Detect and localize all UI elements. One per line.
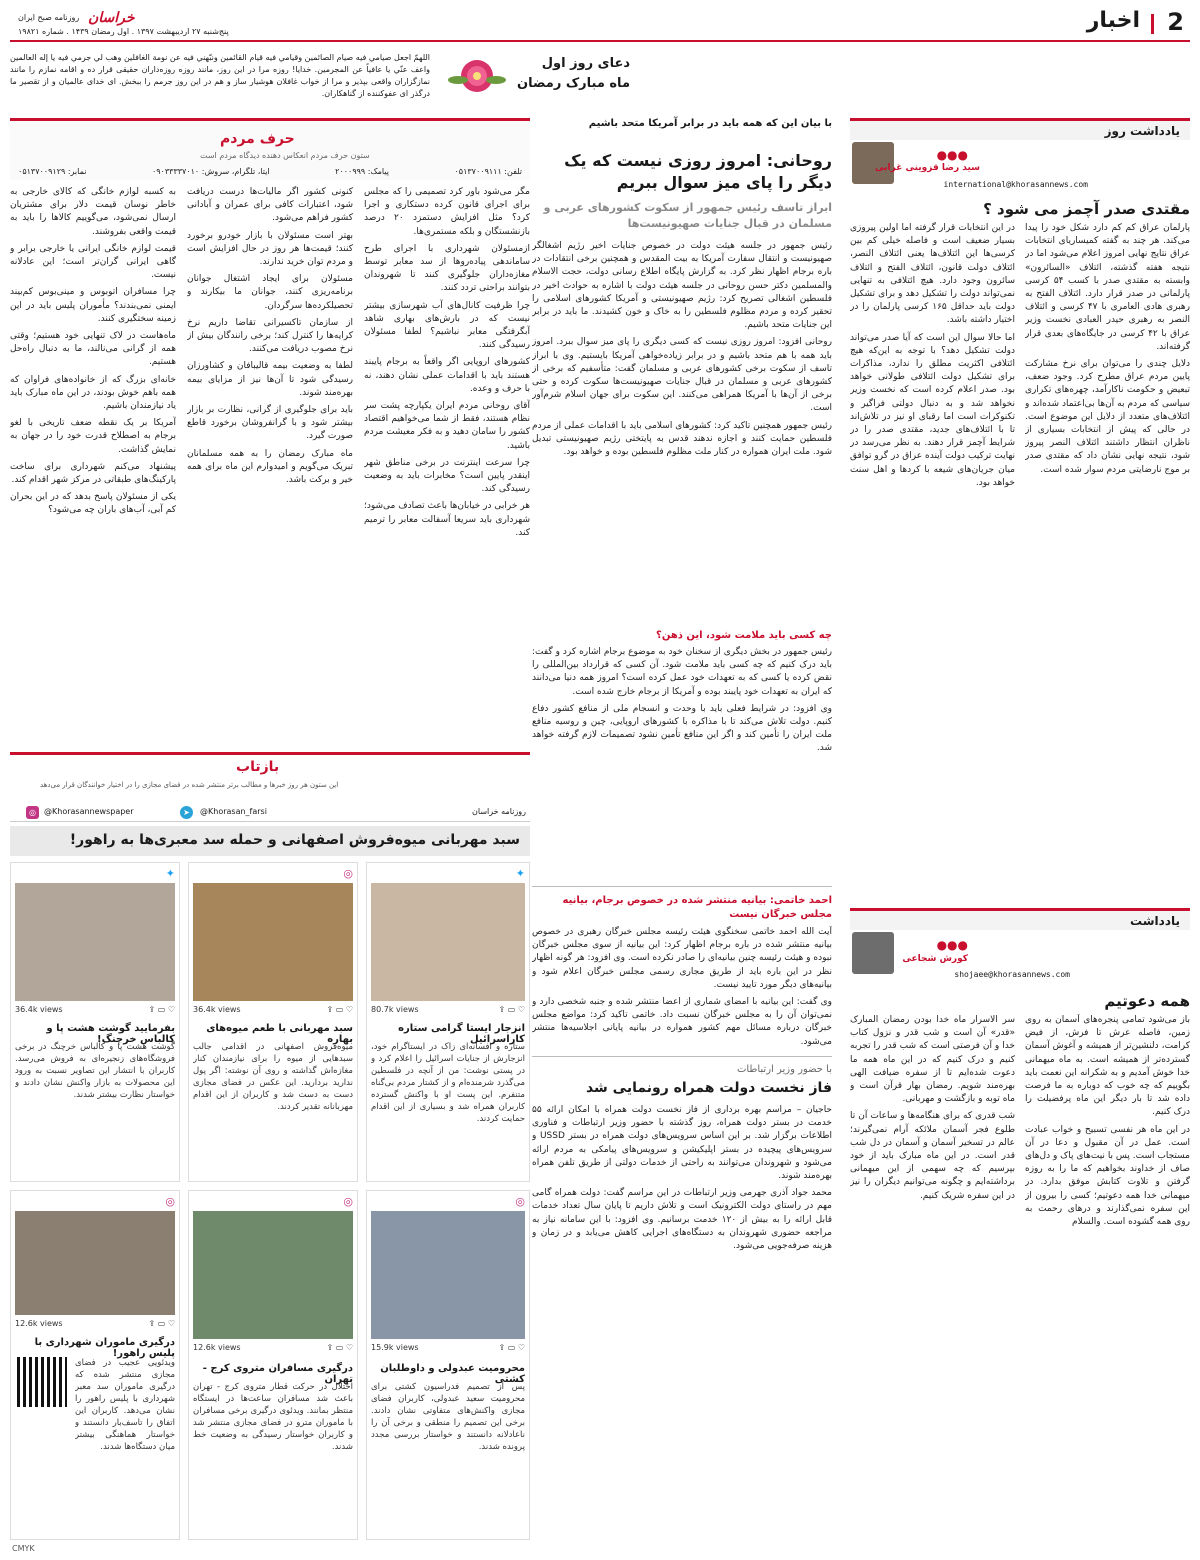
yaddasht-label: یادداشت [1130, 914, 1180, 928]
instagram-icon: ◎ [343, 1195, 353, 1208]
harf-header [10, 118, 530, 180]
body-paragraph: پارلمان عراق کم کم دارد شکل خود را پیدا می‌کند. هر چند به گفته کمیساریای انتخابات عراق نتایج نهایی امروز اعلام می‌شود اما در نتیجه هفته گذشته، ائتلاف «السائرون» وابسته به مقتدی صدر با کسب ۵۴ کرسی پارلمانی در صدر قرار دارد. ائتلاف الفتح به رهبری هادی العامری با ۴۷ کرسی و ائتلاف النصر به رهبری حیدر العبادی نخست وزیر عراق با ۴۲ کرسی در جایگاه‌های بعدی قرار گرفته‌اند. [1025, 223, 1190, 352]
reader-comment: بهتر است مسئولان با بازار خودرو برخورد کنند؛ قیمت‌ها هر روز در حال افزایش است و مردم توان خرید ندارند. [187, 230, 353, 268]
contact-apps: ایتا، تلگرام، سروش: ۰۹۰۳۳۳۳۷۰۱۰ [151, 167, 270, 176]
article-lead: ابراز تاسف رئیس جمهور از سکوت کشورهای عربی و مسلمان در قبال جنایات صهیونیست‌ها [543, 201, 832, 230]
tile-text: گوشت هشت پا و کالباس خرچنگ در برخی فروشگاه‌های زنجیره‌ای به فروش می‌رسد. کاربران با انتشار این تصاویر نسبت به ورود این محصولات به بازار واکنش نشان دادند و خواستار نظارت بیشتر شدند. [15, 1042, 175, 1100]
author-photo [852, 932, 894, 974]
share-icon[interactable]: ⇪ [498, 1005, 506, 1014]
column-right-right [850, 222, 1015, 852]
reader-comment: ماه‌هاست در لاک تنهایی خود هستیم؛ وقتی همه از گرانی می‌نالند، ما به دنبال راه‌حل هستیم. [10, 331, 176, 368]
article-headline: روحانی: امروز روزی نیست که یک دیگر را پای میز سوال ببریم [564, 151, 832, 192]
body-paragraph: باز می‌شود تمامی پنجره‌های آسمان به روی زمین، فاصله عرش تا فرش، از فیض کرامت، دلنشین‌تر از همیشه و آغوش آسمان گسترده‌تر از همیشه است. به ماه میهمانی خدا خوش آمدیم و به شکرانه این نعمت باید بگوییم که چه خوب که دوباره به ما فرصت داده شد تا بار دیگر این ماه پرفضیلت را درک کنیم. [1025, 1015, 1190, 1118]
flower-icon [442, 48, 512, 104]
body-paragraph: محمد جواد آذری جهرمی وزیر ارتباطات در این مراسم گفت: دولت همراه گامی مهم در راستای دولت الکترونیک است و تلاش داریم تا پایان سال تعداد خدمات قابل ارائه را به بیش از ۱۲۰ خدمت برسانیم. وی افزود: با این سامانه نیاز به مراجعه حضوری شهروندان به دستگاه‌های اجرایی کاهش می‌یابد و در زمان و هزینه صرفه‌جویی می‌شود. [532, 1188, 832, 1252]
harf-col-2 [187, 186, 353, 734]
instagram-icon: ◎ [515, 1195, 525, 1208]
dots-icon: ●●● [936, 938, 968, 952]
reader-comment: پیشنهاد می‌کنم شهرداری برای ساخت پارکینگ‌های طبقاتی در مرکز شهر اقدام کند. [10, 461, 176, 486]
column-right-left [1025, 222, 1190, 852]
author-email: international@khorasannews.com [943, 180, 1088, 189]
reader-comment: چرا ظرفیت کانال‌های آب شهرسازی بیشتر نیست که در بارش‌های بهاری شاهد آبگرفتگی معابر نباشیم؟ لطفا مسئولان رسیدگی کنند. [364, 300, 530, 351]
author-email: shojaee@khorasannews.com [954, 970, 1070, 979]
comment-icon[interactable]: ▭ [507, 1343, 516, 1352]
body-paragraph: وی گفت: این بیانیه با امضای شماری از اعضا منتشر شده و جنبه شخصی دارد و نمی‌توان آن را به مجلس خبرگان نسبت داد. خاتمی تاکید کرد: مواضع مجلس خبرگان درباره مسائل مهم کشور همواره در بیانیه پایانی اجلاسیه‌ها منتشر می‌شود. [532, 997, 832, 1047]
heart-icon[interactable]: ♡ [167, 1319, 175, 1328]
article-kicker: با بیان این که همه باید در برابر آمریکا متحد باشیم [588, 118, 832, 129]
tile-text: اختلال در حرکت قطار متروی کرج - تهران باعث شد مسافران ساعت‌ها در ایستگاه منتظر بمانند. ویدئوی درگیری برخی مسافران با ماموران مترو در فضای مجازی منتشر شد و کاربران خواستار رسیدگی به وضعیت خط شدند. [193, 1382, 353, 1452]
body-paragraph: وی افزود: در شرایط فعلی باید با وحدت و انسجام ملی از منافع کشور دفاع کنیم. دولت تلاش می‌کند تا با مذاکره با کشورهای اروپایی، چین و روسیه منافع ملت ایران را تأمین کند و اگر این منافع تأمین نشود تصمیمات لازم گرفته خواهد شد. [532, 703, 832, 754]
instagram-icon: ◎ [165, 1195, 175, 1208]
twitter-icon: ✦ [515, 867, 525, 880]
comment-icon[interactable]: ▭ [507, 1005, 516, 1014]
comment-icon[interactable]: ▭ [157, 1319, 166, 1328]
tile-image [15, 883, 175, 1001]
harf-col-3 [10, 186, 176, 734]
tile-image [193, 1211, 353, 1339]
page-header [10, 8, 1190, 42]
heart-icon[interactable]: ♡ [517, 1005, 525, 1014]
tile-image [371, 883, 525, 1001]
reader-comment: کشورهای اروپایی اگر واقعاً به برجام پایبند هستند باید با اقدامات عملی نشان دهند، نه با حرف و وعده. [364, 357, 530, 394]
heart-icon[interactable]: ♡ [517, 1343, 525, 1352]
reader-comment: از سازمان تاکسیرانی تقاضا داریم نرخ کرایه‌ها را کنترل کند؛ برخی رانندگان بیش از نرخ مصوب دریافت می‌کنند. [187, 317, 353, 355]
tile-stats [193, 1343, 353, 1357]
yaddasht-header [850, 908, 1190, 930]
qr-code[interactable] [17, 1357, 67, 1407]
telegram-icon[interactable]: ➤ [180, 806, 193, 819]
rouhani-body [532, 240, 832, 625]
tile-stats [371, 1343, 525, 1357]
body-paragraph: رئیس جمهور در جلسه هیئت دولت در خصوص جنایات اخیر رژیم اشغالگر صهیونیست و انتقال سفارت آمریکا به بیت المقدس و همچنین برخی انتقادات در باره برجام اظهار نظر کرد. به گزارش پایگاه اطلاع رسانی دولت، حجت الاسلام والمسلمین دکتر حسن روحانی در جلسه هیئت دولت با اشاره به حوادث اخیر در فلسطین اشغالی تصریح کرد: رژیم صهیونیستی و آمریکا کشورهای اسلامی را تحقیر کرده و مردم مظلوم فلسطین را به خاک و خون کشیدند. ما باید در برابر این جنایات متحد باشیم. [532, 241, 832, 331]
tile-stats [193, 1005, 353, 1019]
tile-image [193, 883, 353, 1001]
rouhani-sub-body [532, 646, 832, 878]
twitter-icon: ✦ [165, 867, 175, 880]
author-name: کورش شجاعی [902, 954, 968, 964]
tile-stats [15, 1005, 175, 1019]
body-paragraph: در این انتخابات قرار گرفته اما اولین پیروزی بسیار ضعیف است و فاصله خیلی کم بین کرسی‌ها این ائتلاف‌ها یعنی ائتلاف النصر، ائتلاف دولت قانون، ائتلاف الفتح و ائتلاف سائرون وجود دارد. هیچ ائتلافی به تنهایی نمی‌تواند دولت را تشکیل دهد و برای تشکیل دولت باید حداقل ۱۶۵ کرسی پارلمان را در اختیار داشته باشد. [850, 223, 1015, 326]
body-paragraph: حاجیان – مراسم بهره برداری از فاز نخست دولت همراه با امکان ارائه ۵۵ خدمت در بستر دولت همراه، روز گذشته با حضور وزیر ارتباطات و فناوری اطلاعات برگزار شد. بر این اساس سرویس‌های دولت همراه در بستر USSD و سرویس‌های پیچیده در بستر اپلیکیشن و سرویس‌های پیامکی به مردم ارائه می‌شود و شهروندان می‌توانند به راحتی از خدمات دولتی از طریق تلفن همراه بهره‌مند شوند. [532, 1105, 832, 1182]
column-right-right [850, 1014, 1015, 1550]
social-bar [10, 804, 530, 822]
comment-icon[interactable]: ▭ [157, 1005, 166, 1014]
reader-comment: ازمسئولان شهرداری با اجرای طرح ساماندهی پیاده‌روها از سد معابر توسط مغازه‌داران جلوگیری کنند تا شهروندان بتوانند براحتی تردد کنند. [364, 243, 530, 294]
share-icon[interactable]: ⇪ [498, 1343, 506, 1352]
comment-icon[interactable]: ▭ [335, 1343, 344, 1352]
tile-text: ستاره و افسانه‌ای زاک در ایستاگرام خود، انزجارش از جنایات اسرائیل را اعلام کرد و در پستی نوشت: من از آنچه در فلسطین می‌گذرد شرمنده‌ام و از کشتار مردم بی‌گناه متنفرم. این پست او با واکنش گسترده کاربران همراه شد و بسیاری از این اقدام حمایت کردند. [371, 1042, 525, 1124]
tile[interactable] [366, 1190, 530, 1540]
reader-comment: آقای روحانی مردم ایران یکپارچه پشت سر نظام هستند، فقط از شما می‌خواهیم اقتصاد کشور را سامان دهید و به فکر معیشت مردم باشید. [364, 401, 530, 451]
contact-sms: پیامک: ۲۰۰۰۹۹۹ [335, 167, 389, 176]
faz-body [532, 1104, 832, 1550]
tile-image [371, 1211, 525, 1339]
baztab-headline: سبد مهربانی میوه‌فروش اصفهانی و حمله سد معبری‌ها به راهور! [69, 832, 520, 848]
heart-icon[interactable]: ♡ [345, 1005, 353, 1014]
reader-comment: ماه مبارک رمضان را به همه مسلمانان تبریک می‌گویم و امیدوارم این ماه برای همه خیر و برکت باشد. [187, 448, 353, 486]
tile-title: محرومیت عبدولی و داوطلبان کشتی [380, 1363, 525, 1385]
tile-stats [15, 1319, 175, 1333]
body-paragraph: آیت الله احمد خاتمی سخنگوی هیئت رئیسه مجلس خبرگان رهبری در خصوص بیانیه منتشر شده در باره برجام اظهار کرد: این بیانیه از سوی مجلس خبرگان نبوده و هیئت رئیسه چنین بیانیه‌ای را صادر نکرده است. وی افزود: هر گونه اظهار نظر در این باره باید از طریق مجاری رسمی مجلس خبرگان اعلام شود و بیانیه‌های دیگر مورد تایید نیست. [532, 927, 832, 990]
faz-kicker: با حضور وزیر ارتباطات [736, 1064, 832, 1075]
body-paragraph: در این ماه هر نفسی تسبیح و خواب عبادت است. عمل در آن مقبول و دعا در آن مستجاب است. پس با نیت‌های پاک و دل‌های صاف از خداوند بخواهیم که ما را به روزه گرفتن و تلاوت کتابش موفق بدارد. در میهمانی خدا همه دعوتیم؛ کسی را بیرون از این سفره نمی‌گذارند و درهای رحمت به روی همه گشوده است. والسلام [1025, 1124, 1190, 1228]
contact-fax: نمابر: ۰۵۱۳۷۰۰۹۱۲۹ [18, 167, 87, 176]
tile[interactable] [188, 1190, 358, 1540]
view-count: 12.6k views [193, 1343, 241, 1352]
tile-stats [371, 1005, 525, 1019]
reader-comment: هر خرابی در خیابان‌ها باعث تصادف می‌شود؛ شهرداری باید سریعا آسفالت معابر را ترمیم کند. [364, 501, 530, 538]
view-count: 36.4k views [193, 1005, 241, 1014]
dua-text: اللهمّ اجعل صيامي فيه صيام الصائمين وقيامي فيه قيام القائمين ونبّهني فيه عن نومة الغافلين وهب لي جرمي فيه يا إله العالمين واعف عنّي يا عافياً عن المجرمين. خدایا! روزه مرا در این روز، مانند روزه روزه‌داران حقیقی قرار ده و اقامه نمازم را مانند نمازگزاران واقعی بپذیر و مرا از خواب غافلان هوشیار ساز و هم در این روز جرمم را ببخش. ای خدای عالمیان و از تقصیر ما درگذر ای عفوکننده از گناهکاران. [10, 53, 430, 98]
newspaper-logo: خراسان [88, 10, 135, 26]
body-paragraph: دلایل چندی را می‌توان برای نرخ مشارکت پایین مردم عراق مطرح کرد. وجود ضعف، تبعیض و حکومت ناکارآمد، چهره‌های تکراری سیاسی که مردم به آن‌ها بی‌اعتماد شده‌اند و ائتلاف‌های متعدد از دلایل این موضوع است. در حالی که پیش از انتخابات بسیاری از ناظران انتظار داشتند ائتلاف النصر پیروز شود، نتیجه نهایی نشان داد که مقتدی صدر بر موج نارضایتی مردم سوار شده است. [1025, 359, 1190, 475]
khatami-headline: احمد خاتمی: بیانیه منتشر شده در خصوص برجام، بیانیه مجلس خبرگان نیست [562, 895, 832, 920]
body-paragraph: روحانی افزود: امروز روزی نیست که کسی دیگری را پای میز سوال ببرد. امروز باید همه با هم متحد باشیم و در برابر زیاده‌خواهی آمریکا بایستیم. وی با ابراز تاسف از سکوت برخی کشورهای عربی و مسلمان گفت: متأسفیم که برخی از کشورهای عربی و مسلمان در قبال جنایات صهیونیست‌ها سکوت کرده و حتی برخی از آن‌ها با آمریکا همراهی می‌کنند. این سکوت برای جهان اسلام شرم‌آور است. [532, 337, 832, 414]
heart-icon[interactable]: ♡ [345, 1343, 353, 1352]
baztab-header [10, 752, 530, 798]
view-count: 36.4k views [15, 1005, 63, 1014]
share-icon[interactable]: ⇪ [148, 1319, 156, 1328]
harf-title: حرف مردم [220, 131, 295, 147]
tile-title: سبد مهربانی با طعم میوه‌های بهاره [206, 1023, 353, 1045]
instagram-handle[interactable]: @Khorasannewspaper [44, 807, 134, 816]
faz-headline: فاز نخست دولت همراه رونمایی شد [585, 1080, 832, 1096]
tile-title: درگیری مسافران متروی کرج - تهران [202, 1363, 353, 1385]
share-icon[interactable]: ⇪ [326, 1005, 334, 1014]
body-paragraph: اما حالا سوال این است که آیا صدر می‌تواند دولت تشکیل دهد؟ با توجه به این‌که هیچ ائتلافی اکثریت مطلق را ندارد، مذاکرات برای تشکیل دولت ائتلافی طولانی خواهد بود. صدر اعلام کرده است که نخست وزیر نخواهد شد و به دنبال دولتی فراگیر و تکنوکرات است اما رقبای او نیز در تلاش‌اند تا با ائتلاف‌های جدید، مقتدی صدر را در شرایط آچمز قرار دهند. به نظر می‌رسد در نهایت ترکیب دولت آینده عراق در گرو توافق میان جریان‌های شیعه با کردها و اهل سنت خواهد بود. [850, 332, 1015, 488]
divider [532, 1056, 832, 1057]
reader-comment: کنونی کشور اگر مالیات‌ها درست دریافت شود، اعتبارات کافی برای عمران و آبادانی کشور فراهم می‌شود. [187, 187, 353, 224]
section-title: اخبار [1086, 8, 1140, 33]
dots-icon: ●●● [936, 148, 968, 162]
dua-title-1: دعای روز اول [541, 56, 630, 71]
issue-date: پنج‌شنبه ۲۷ اردیبهشت ۱۳۹۷ . اول رمضان ۱۴۳۹ . شماره ۱۹۸۲۱ [18, 27, 229, 36]
body-paragraph: شب قدری که برای هنگامه‌ها و ساعات آن تا طلوع فجر آسمان ملائکه آرام نمی‌گیرند؛ عالم در تسخیر آسمان و آسمان در دل شب قدر است. در این ماه مبارک باید از خود بپرسیم که چه سهمی از این میهمانی برداشته‌ایم و چگونه می‌توانیم دیگران را نیز در این سفره شریک کنیم. [850, 1111, 1015, 1201]
reader-comment: لطفا به وضعیت بیمه قالیبافان و کشاورزان رسیدگی شود تا آن‌ها نیز از مزایای بیمه بهره‌مند شوند. [187, 361, 353, 398]
newspaper-subtitle: روزنامه صبح ایران [18, 13, 80, 22]
reader-comment: به کسبه لوازم خانگی که کالای خارجی به خاطر نوسان قیمت دلار برای مشتریان ارسال نمی‌شود، می‌گوییم کالاها را باید به قیمت واقعی بفروشند. [10, 187, 176, 237]
heart-icon[interactable]: ♡ [167, 1005, 175, 1014]
share-icon[interactable]: ⇪ [148, 1005, 156, 1014]
baztab-headline-bar [10, 826, 530, 856]
body-paragraph: سر الاسرار ماه خدا بودن رمضان المبارک «قدر» آن است و شب قدر و نزول کتاب خدا و آن فرصتی است که شب قدر را تجربه کنیم و درک کنیم که در این ماه همه ما دعوت شده‌ایم تا از سفره ضیافت الهی بهره‌مند شویم. رمضان بهار قرآن است و ماه توبه و بازگشت و مهربانی. [850, 1015, 1015, 1105]
reader-comment: چرا سرعت اینترنت در برخی مناطق شهر اینقدر پایین است؟ مخابرات باید به وضعیت رسیدگی کند. [364, 457, 530, 495]
baztab-title: بازتاب [236, 759, 280, 775]
reader-comment: باید برای جلوگیری از گرانی، نظارت بر بازار بیشتر شود و با گرانفروشان برخورد قاطع صورت گیرد. [187, 405, 353, 442]
contact-row [18, 167, 522, 176]
article-title: مقتدی صدر آچمز می شود ؟ [983, 200, 1190, 218]
tile-text: ویدئویی عجیب در فضای مجازی منتشر شده که درگیری ماموران سد معبر شهرداری با پلیس راهور را نشان می‌دهد. کاربران این اتفاق را تاسف‌بار دانستند و خواستار هماهنگی بیشتر میان دستگاه‌ها شدند. [75, 1358, 175, 1452]
body-paragraph: رئیس جمهور همچنین تاکید کرد: کشورهای اسلامی باید با اقدامات عملی از مردم فلسطین حمایت کنند و اجازه ندهند قدس به پایتختی رژیم صهیونیستی تبدیل شود. ملت ایران همواره در کنار ملت مظلوم فلسطین بوده و خواهد بود. [532, 420, 832, 458]
share-icon[interactable]: ⇪ [326, 1343, 334, 1352]
tile-title: درگیری ماموران شهرداری با پلیس راهور! [34, 1337, 175, 1359]
reader-comment: مسئولان برای ایجاد اشتغال جوانان برنامه‌ریزی کنند، جوانان ما بیکارند و تحصیلکرده‌ها سرگردان. [187, 274, 353, 311]
yaddasht-rooz-header [850, 118, 1190, 140]
telegram-handle[interactable]: @Khorasan_farsi [200, 807, 267, 816]
comment-icon[interactable]: ▭ [335, 1005, 344, 1014]
view-count: 12.6k views [15, 1319, 63, 1328]
tile-text: پس از تصمیم فدراسیون کشتی برای محرومیت سعید عبدولی، کاربران فضای مجازی واکنش‌های متفاوتی نشان دادند. برخی این تصمیم را منطقی و برخی آن را ناعادلانه دانستند و خواستار بررسی مجدد پرونده شدند. [371, 1382, 525, 1452]
divider-bar [1151, 14, 1154, 34]
harf-col-1 [364, 186, 530, 734]
baztab-desc: این ستون هر روز خبرها و مطالب برتر منتشر شده در فضای مجازی را در اختیار خوانندگان قرار می‌دهد [40, 781, 339, 789]
dua-box [10, 48, 840, 104]
page-number: 2 [1167, 8, 1184, 36]
baztab-label: روزنامه خراسان [472, 807, 526, 816]
reader-comment: چرا مسافران اتوبوس و مینی‌بوس کم‌بیند ایمنی نمی‌بندند؟ مأموران پلیس باید در این زمینه سختگیری کنند. [10, 287, 176, 324]
footer-cmyk: CMYK [12, 1544, 35, 1553]
reader-comment: قیمت لوازم خانگی ایرانی یا خارجی برابر و گاهی ایرانی گران‌تر است؛ این عادلانه نیست. [10, 243, 176, 281]
reader-comment: مگر می‌شود باور کرد تصمیمی را که مجلس برای اجرای قانون کرده دستکاری و اجرا کرد؟ مثل افزایش دستمزد ۲۰ درصد بازنشستگان و بلکه مستمری‌ها. [364, 187, 530, 237]
tile[interactable] [10, 862, 180, 1182]
divider [532, 886, 832, 887]
yaddasht-rooz-label: یادداشت روز [1104, 124, 1180, 138]
article-title: همه دعوتیم [1104, 992, 1190, 1010]
reader-comment: خانه‌ای بزرگ که از خانواده‌های فراوان که همه باهم خوش بودند، در این ماه مبارک باید یاد نیازمندان باشیم. [10, 374, 176, 412]
instagram-icon[interactable]: ◎ [26, 806, 39, 819]
view-count: 80.7k views [371, 1005, 419, 1014]
khatami-body [532, 926, 832, 1050]
column-right-left [1025, 1014, 1190, 1550]
sub-heading: چه کسی باید ملامت شود، این ذهن؟ [656, 630, 832, 641]
tile-image [15, 1211, 175, 1315]
tile[interactable] [10, 1190, 180, 1540]
dua-title-2: ماه مبارک رمضان [516, 76, 630, 91]
view-count: 15.9k views [371, 1343, 419, 1352]
instagram-icon: ◎ [343, 867, 353, 880]
tile-text: میوه‌فروش اصفهانی در اقدامی جالب سبدهایی از میوه را برای نیازمندان کنار مغازه‌اش گذاشته و روی آن نوشته: اگر پول ندارید بردارید. این عکس در فضای مجازی دست به دست شد و کاربران از این اقدام مهربانانه تقدیر کردند. [193, 1042, 353, 1112]
contact-tel: تلفن: ۰۵۱۳۷۰۰۹۱۱۱ [454, 167, 522, 176]
author-name: سید رضا قزوینی غرابی [875, 163, 980, 173]
tile[interactable] [188, 862, 358, 1182]
reader-comment: آمریکا بر یک نقطه ضعف تاریخی با لغو برجام به اصطلاح قدرت خود را در جهان به نمایش گذاشت. [10, 418, 176, 455]
body-paragraph: رئیس جمهور در بخش دیگری از سخنان خود به موضوع برجام اشاره کرد و گفت: باید درک کنیم که چه کسی باید ملامت شود. آن کسی که قرارداد بین‌المللی را نقض کرده یا کسی که به تعهدات خود عمل کرده است؟ امروز همه دنیا می‌دانند که ایران به تعهدات خود پایبند بوده و آمریکا از برجام خارج شده است. [532, 647, 832, 697]
harf-subtitle: ستون حرف مردم انعکاس دهنده دیدگاه مردم است [200, 151, 370, 160]
tile-title: انزجار ایستا گرامی ستاره کاراسرائیل [398, 1023, 525, 1045]
reader-comment: یکی از مسئولان پاسخ بدهد که در این بحران کم آبی، آب‌های باران چه می‌شود؟ [10, 492, 176, 516]
tile-title: بفرمایید گوشت هشت پا و کالباس خرچنگ! [46, 1023, 175, 1045]
tile[interactable] [366, 862, 530, 1182]
